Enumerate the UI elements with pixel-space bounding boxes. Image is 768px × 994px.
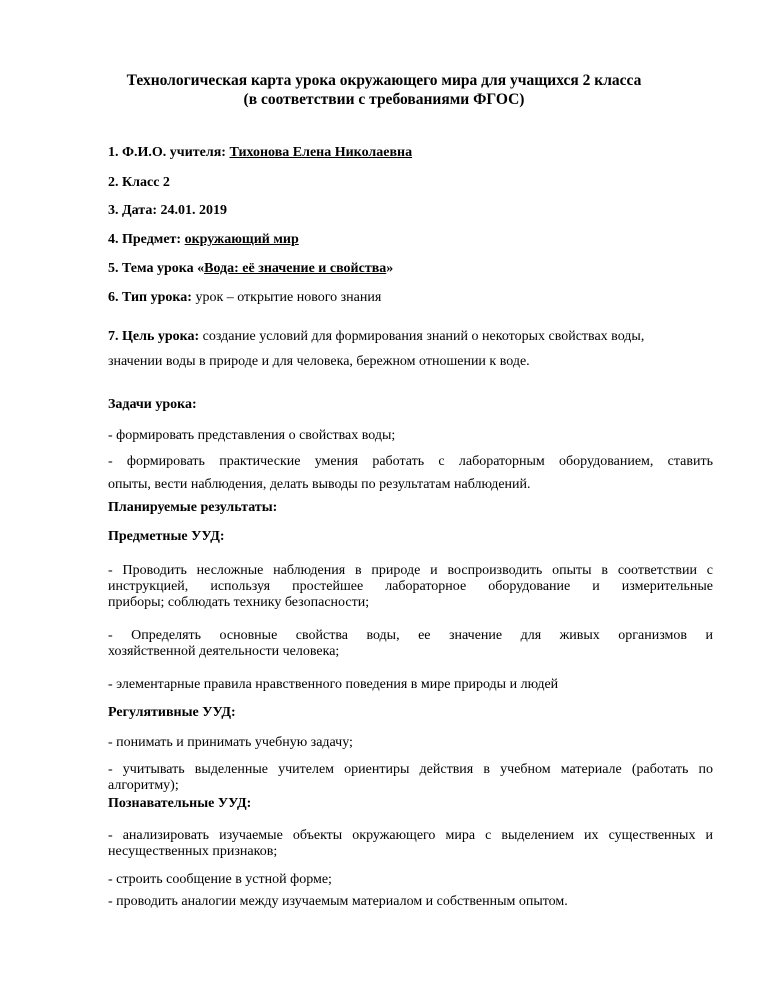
subject-skill-2-line-2: хозяйственной деятельности человека;	[108, 644, 340, 659]
subject-skill-2-line-1: - Определять основные свойства воды, ее значение для живых организмов и	[108, 628, 713, 643]
task-item-2-line-2: опыты, вести наблюдения, делать выводы по результатам наблюдений.	[108, 477, 531, 492]
regulative-skills-heading: Регулятивные УУД:	[108, 705, 236, 720]
cognitive-skill-1	[108, 828, 713, 860]
lesson-type-line	[108, 290, 381, 306]
task-item-2-line-1: - формировать практические умения работать с лабораторным оборудованием, ставить	[108, 454, 713, 469]
date-line: 3. Дата: 24.01. 2019	[108, 203, 227, 218]
subject-skills-heading: Предметные УУД:	[108, 529, 225, 544]
cognitive-skill-3: - проводить аналогии между изучаемым материалом и собственным опытом.	[108, 894, 568, 909]
subject-line	[108, 232, 299, 248]
teacher-name: Тихонова Елена Николаевна	[229, 145, 413, 160]
class-line: 2. Класс 2	[108, 175, 170, 190]
teacher-line	[108, 145, 412, 161]
cognitive-skill-1-line-1: - анализировать изучаемые объекты окружающего мира с выделением их существенных и	[108, 828, 713, 843]
cognitive-skill-2: - строить сообщение в устной форме;	[108, 872, 332, 887]
subject-skill-1	[108, 563, 713, 611]
goal-line-2: значении воды в природе и для человека, бережном отношении к воде.	[108, 354, 530, 369]
lesson-type-label: 6. Тип урока:	[108, 290, 192, 305]
topic-label: 5. Тема урока «	[108, 261, 205, 276]
cognitive-skills-heading: Познавательные УУД:	[108, 796, 252, 811]
subject-skill-2	[108, 628, 713, 660]
subject-skill-1-line-3: приборы; соблюдать технику безопасности;	[108, 595, 370, 610]
cognitive-skill-1-line-2: несущественных признаков;	[108, 844, 278, 859]
regulative-skill-1: - понимать и принимать учебную задачу;	[108, 735, 353, 750]
topic-line	[108, 261, 393, 277]
topic-value: Вода: её значение и свойства	[204, 261, 387, 276]
subject-skill-1-line-1: - Проводить несложные наблюдения в природе и воспроизводить опыты в соответствии с	[108, 563, 713, 578]
regulative-skill-2-line-2: алгоритму);	[108, 778, 179, 793]
goal-text-1: создание условий для формирования знаний о некоторых свойствах воды,	[199, 329, 645, 344]
tasks-heading: Задачи урока:	[108, 397, 197, 412]
subject-label: 4. Предмет:	[108, 232, 182, 247]
document-title-line-1: Технологическая карта урока окружающего мира для учащихся 2 класса	[126, 72, 642, 89]
goal-line-1	[108, 329, 644, 345]
subject-skill-1-line-2: инструкцией, используя простейшее лабораторное оборудование и измерительные	[108, 579, 713, 594]
topic-close: »	[386, 261, 394, 276]
subject-value: окружающий мир	[184, 232, 299, 247]
subject-skill-3: - элементарные правила нравственного поведения в мире природы и людей	[108, 677, 559, 692]
lesson-type-value: урок – открытие нового знания	[191, 290, 382, 305]
planned-results-heading: Планируемые результаты:	[108, 500, 278, 515]
regulative-skill-2-line-1: - учитывать выделенные учителем ориентиры действия в учебном материале (работать по	[108, 762, 713, 777]
task-item-1: - формировать представления о свойствах воды;	[108, 428, 396, 443]
goal-label: 7. Цель урока:	[108, 329, 200, 344]
regulative-skill-2	[108, 762, 713, 794]
teacher-label: 1. Ф.И.О. учителя:	[108, 145, 226, 160]
document-title-line-2: (в соответствии с требованиями ФГОС)	[243, 91, 525, 108]
